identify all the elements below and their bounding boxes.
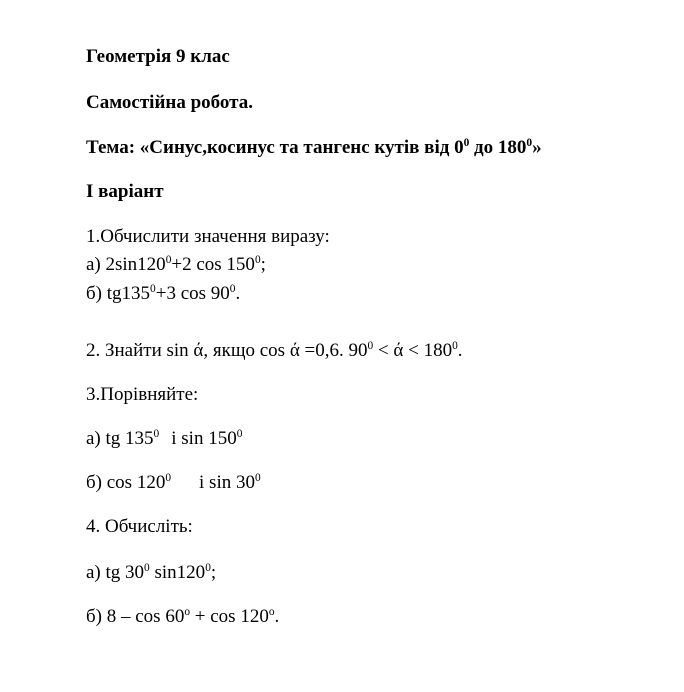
task4-a-degree2: 0	[205, 562, 211, 575]
task1-b-part3: .	[235, 283, 241, 304]
topic-line	[86, 137, 542, 159]
task4-b-part3: .	[274, 606, 280, 627]
task1-heading: 1.Обчислити значення виразу:	[86, 226, 330, 247]
variant-label: І варіант	[86, 181, 164, 202]
task4-b-degree2: o	[268, 606, 275, 619]
task3-heading: 3.Порівняйте:	[86, 384, 199, 405]
task1-b-part1: б) tg135	[86, 283, 151, 304]
task2-part3: .	[457, 340, 463, 361]
task3-b-degree2: 0	[254, 472, 261, 485]
task3-b-degree1: 0	[165, 472, 172, 485]
task1-item-a	[86, 254, 266, 276]
task1-a-degree2: 0	[254, 254, 261, 267]
task1-b-part2: +3 cos 90	[155, 283, 230, 304]
task1-b-degree2: 0	[229, 283, 236, 296]
task1-item-b	[86, 283, 240, 305]
task3-item-b	[86, 472, 261, 494]
document-subtitle: Самостійна робота.	[86, 92, 253, 113]
task1-a-degree1: 0	[165, 254, 172, 267]
task4-a-part2: sin120	[149, 562, 206, 583]
topic-suffix: »	[532, 137, 542, 158]
task3-a-part2: і sin 150	[171, 428, 237, 449]
task4-b-part1: б) 8 – cos 60	[86, 606, 185, 627]
topic-degree-2: 0	[526, 137, 533, 150]
task4-heading: 4. Обчисліть:	[86, 516, 193, 537]
task4-b-degree1: o	[184, 606, 191, 619]
task1-a-part2: +2 cos 150	[171, 254, 255, 275]
task2-degree2: 0	[452, 340, 458, 353]
task3-b-part1: б) cos 120	[86, 472, 166, 493]
task3-a-degree2: 0	[236, 428, 243, 441]
task2-line	[86, 340, 463, 362]
task3-item-a	[86, 428, 242, 450]
document-title: Геометрія 9 клас	[86, 46, 230, 67]
task1-a-part3: ;	[260, 254, 266, 275]
task4-a-part3: ;	[210, 562, 217, 583]
task4-b-part2: + cos 120	[190, 606, 269, 627]
topic-middle: до 180	[469, 137, 527, 158]
task2-part1: 2. Знайти sin ά, якщо cos ά =0,6. 90	[86, 340, 368, 361]
task2-degree1: 0	[367, 340, 374, 353]
task4-item-b	[86, 606, 279, 628]
task4-a-part1: а) tg 30	[86, 562, 145, 583]
task2-part2: < ά < 180	[373, 340, 453, 361]
task3-b-part2: і sin 30	[199, 472, 255, 493]
task3-a-part1: а) tg 135	[86, 428, 154, 449]
topic-prefix: Тема: «Синус,косинус та тангенс кутів від 0	[86, 137, 464, 158]
task4-item-a	[86, 562, 216, 584]
task4-a-degree1: 0	[144, 562, 150, 575]
task1-a-part1: а) 2sin120	[86, 254, 166, 275]
topic-degree-1: 0	[463, 137, 470, 150]
task1-b-degree1: 0	[150, 283, 156, 296]
task3-a-degree1: 0	[153, 428, 160, 441]
